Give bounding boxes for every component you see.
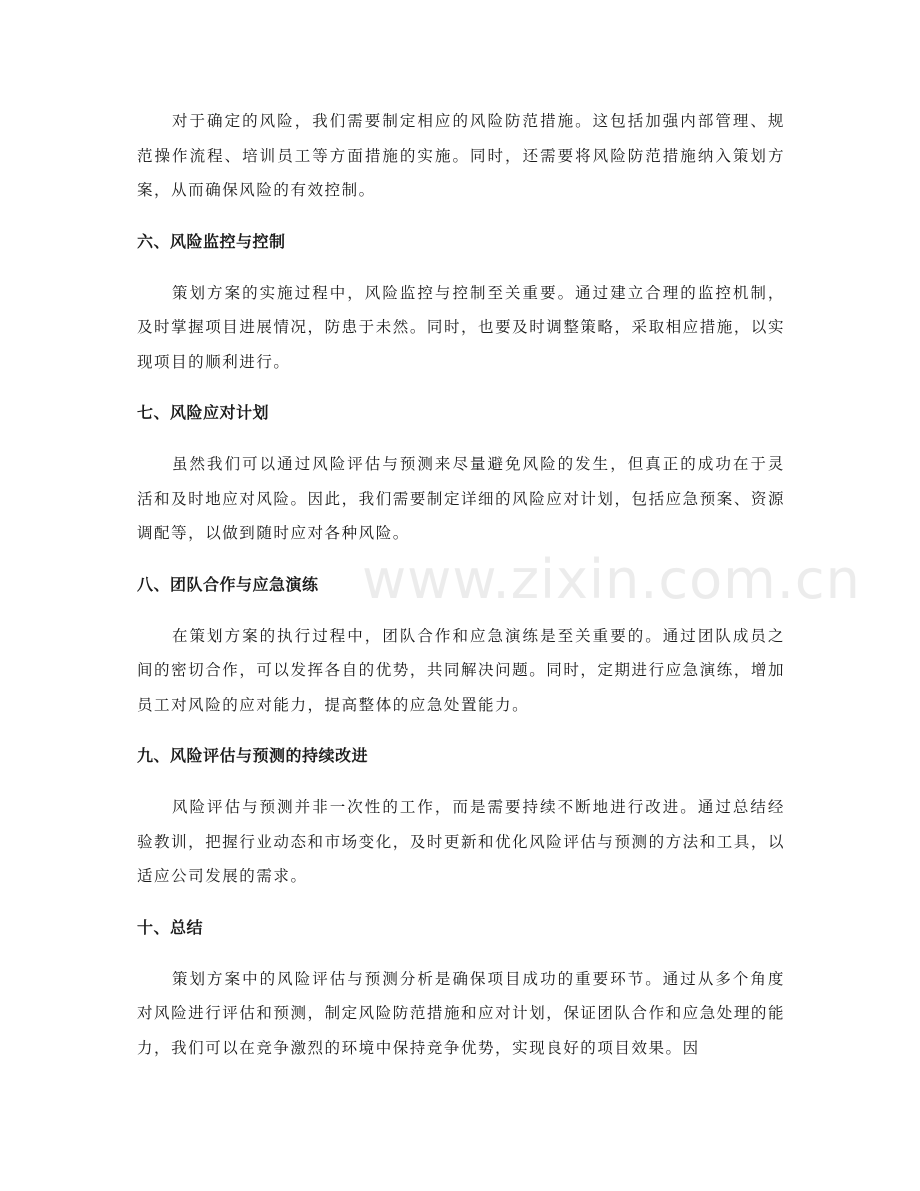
section-paragraph: 策划方案的实施过程中，风险监控与控制至关重要。通过建立合理的监控机制，及时掌握项目进展情况，防患于未然。同时，也要及时调整策略，采取相应措施，以实现项目的顺利进行。 (137, 283, 785, 371)
section-heading: 七、风险应对计划 (137, 403, 270, 422)
section-7 (137, 400, 785, 551)
section-10 (137, 915, 785, 1066)
section-paragraph: 在策划方案的执行过程中，团队合作和应急演练是至关重要的。通过团队成员之间的密切合作，可以发挥各自的优势，共同解决问题。同时，定期进行应急演练，增加员工对风险的应对能力，提高整体的应急处置能力。 (137, 626, 785, 714)
section-paragraph: 虽然我们可以通过风险评估与预测来尽量避免风险的发生，但真正的成功在于灵活和及时地应对风险。因此，我们需要制定详细的风险应对计划，包括应急预案、资源调配等，以做到随时应对各种风险。 (137, 455, 785, 542)
section-heading: 九、风险评估与预测的持续改进 (137, 746, 369, 765)
section-paragraph: 策划方案中的风险评估与预测分析是确保项目成功的重要环节。通过从多个角度对风险进行评估和预测，制定风险防范措施和应对计划，保证团队合作和应急处理的能力，我们可以在竞争激烈的环境中保持竞争优势，实现良好的项目效果。因 (137, 969, 785, 1057)
section-8 (137, 572, 785, 723)
section-heading: 六、风险监控与控制 (137, 231, 286, 251)
section-9 (137, 743, 785, 894)
watermark: www.zixin.com.cn (362, 548, 861, 611)
section-heading: 八、团队合作与应急演练 (137, 574, 319, 594)
section-heading: 十、总结 (137, 917, 204, 937)
section-paragraph: 风险评估与预测并非一次性的工作，而是需要持续不断地进行改进。通过总结经验教训，把握行业动态和市场变化，及时更新和优化风险评估与预测的方法和工具，以适应公司发展的需求。 (137, 798, 785, 885)
document-content (137, 104, 785, 1065)
section-6 (137, 229, 785, 380)
intro-paragraph: 对于确定的风险，我们需要制定相应的风险防范措施。这包括加强内部管理、规范操作流程、培训员工等方面措施的实施。同时，还需要将风险防范措施纳入策划方案，从而确保风险的有效控制。 (137, 112, 785, 199)
